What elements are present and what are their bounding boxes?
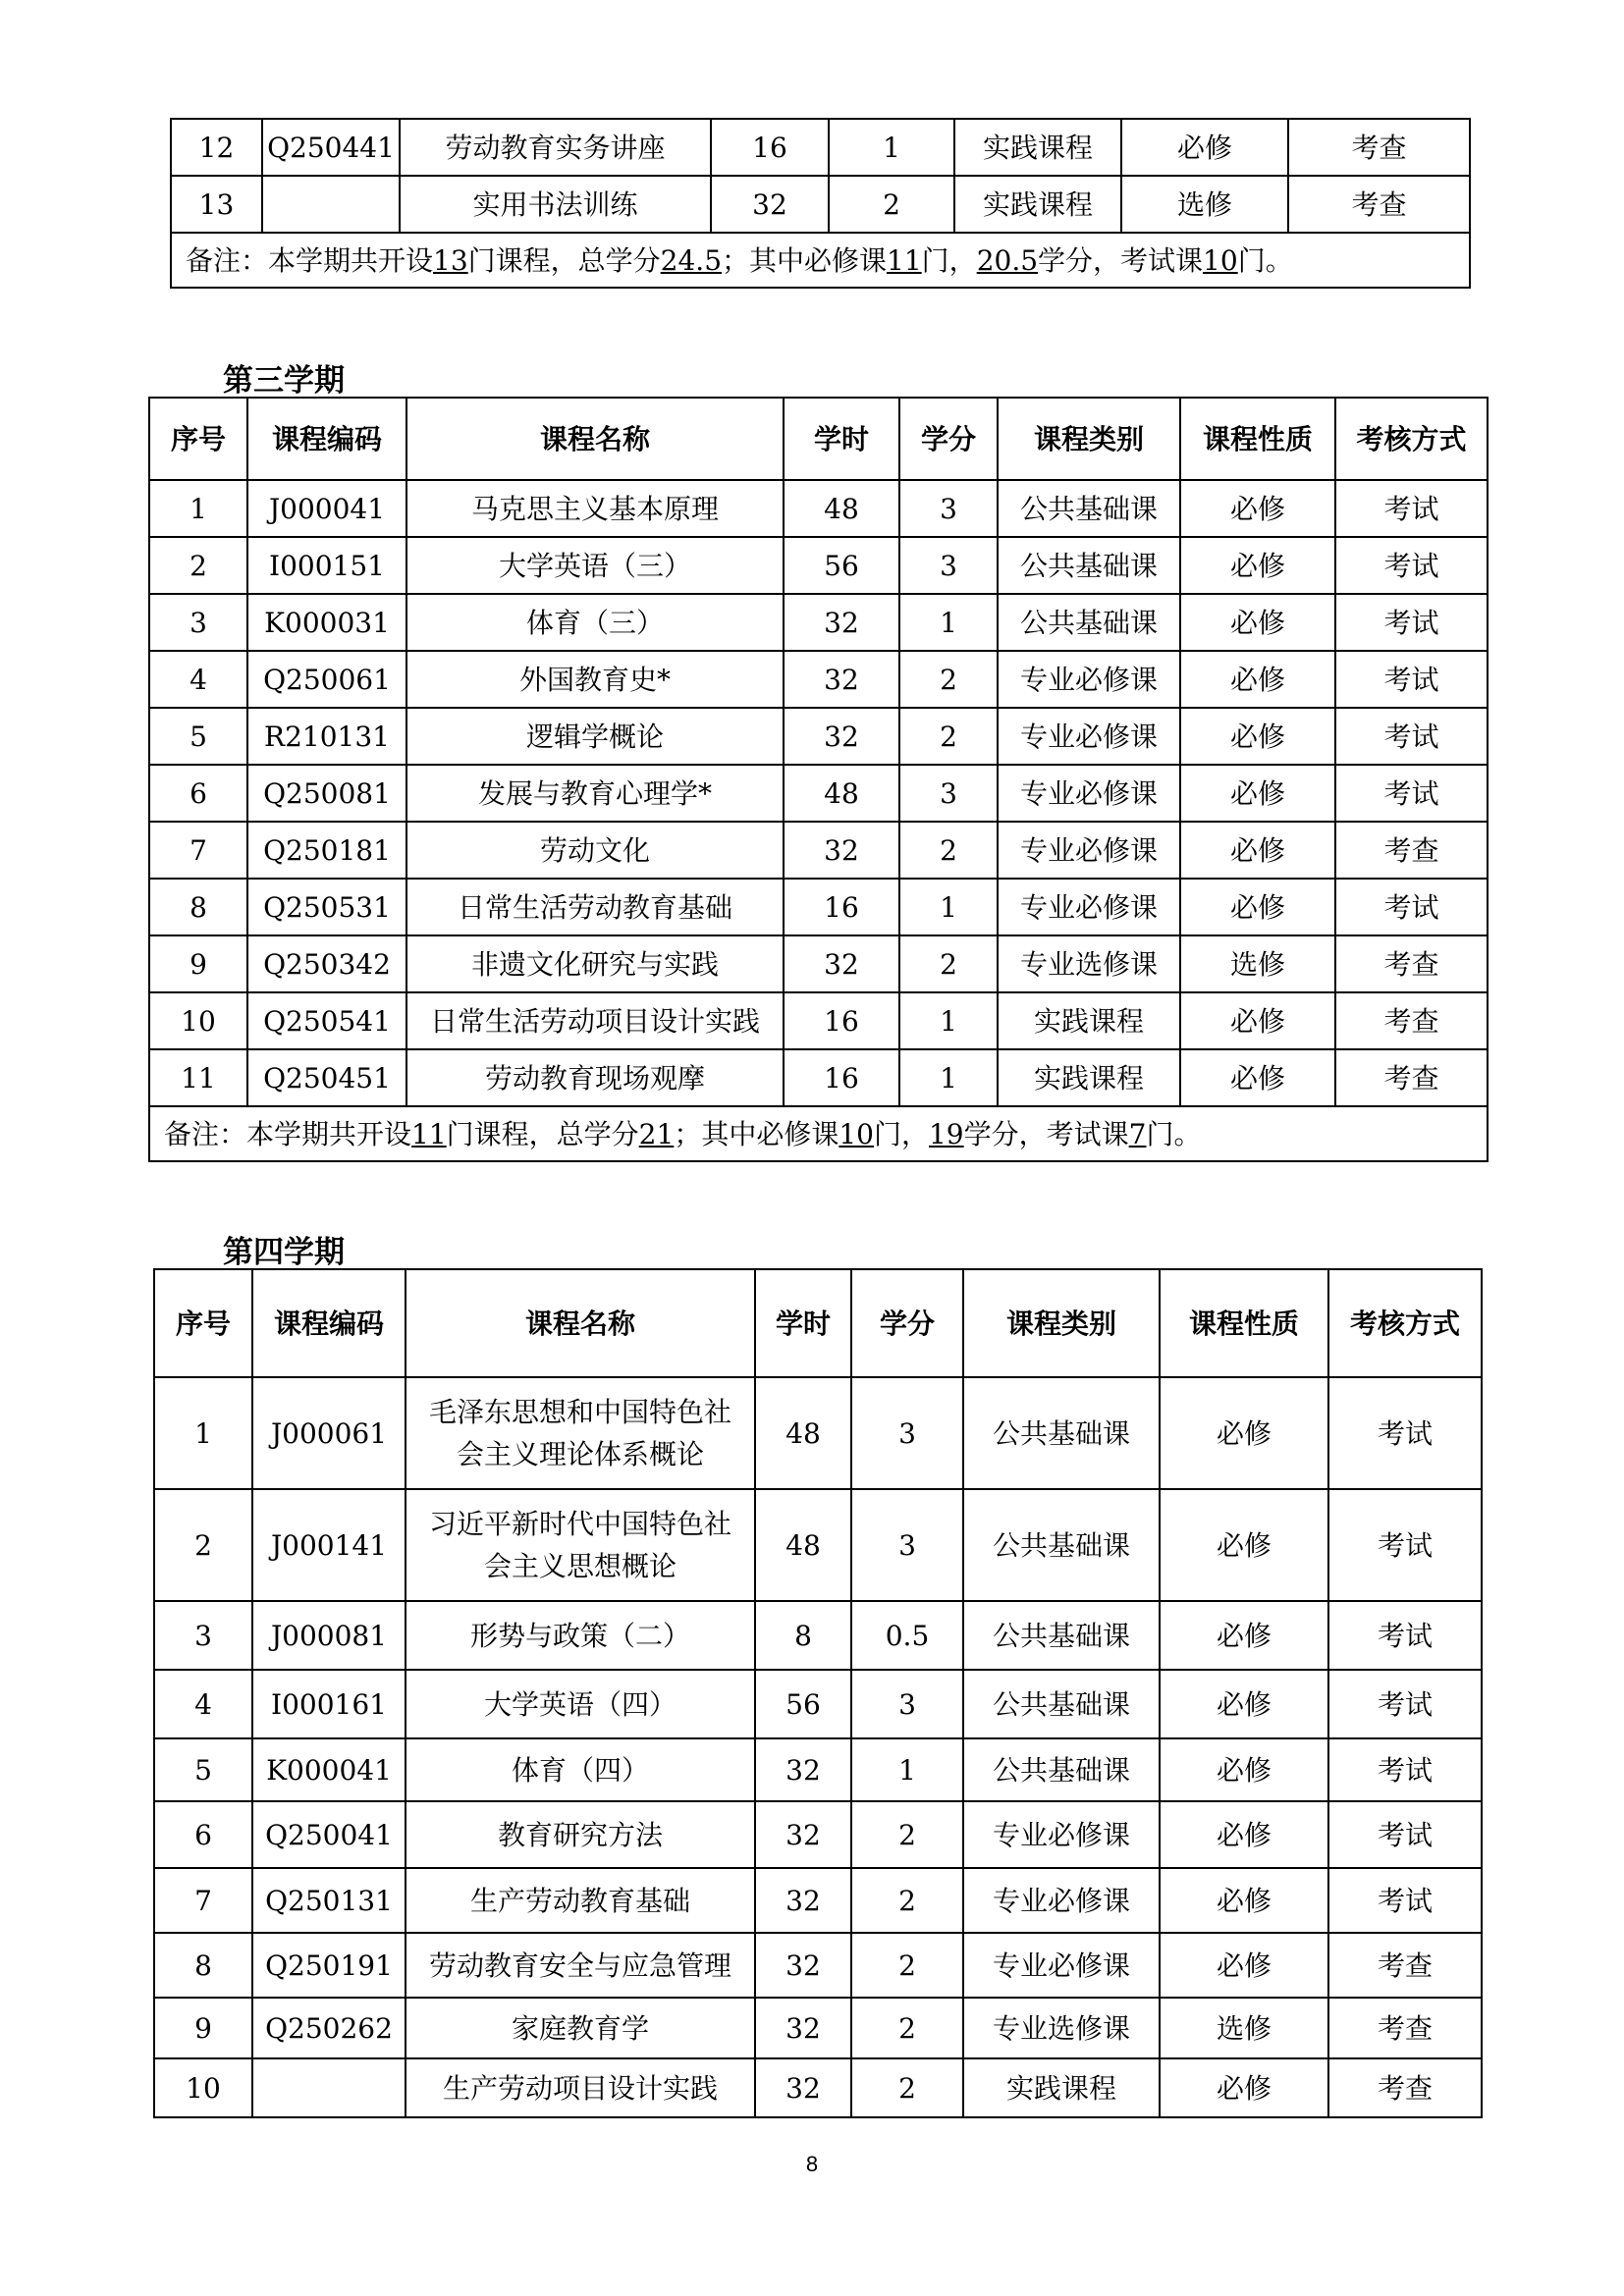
cell-course-category: 公共基础课 — [998, 537, 1180, 594]
table-row — [149, 1049, 1488, 1106]
cell-course-type: 必修 — [1121, 119, 1288, 176]
note-text: 门。 — [1146, 1117, 1202, 1150]
cell-course-code: Q250262 — [252, 1998, 406, 2058]
cell-row-number: 9 — [154, 1998, 252, 2058]
page-number: 8 — [805, 2152, 819, 2176]
cell-course-name: 外国教育史* — [406, 651, 784, 708]
semester2-note — [171, 233, 1470, 288]
cell-course-type: 必修 — [1160, 1933, 1328, 1998]
cell-course-category: 公共基础课 — [998, 594, 1180, 651]
cell-course-credits: 1 — [899, 1049, 998, 1106]
cell-assessment-method: 考试 — [1335, 594, 1488, 651]
table-row — [149, 992, 1488, 1049]
cell-course-category: 专业必修课 — [963, 1933, 1160, 1998]
cell-course-type: 必修 — [1160, 1670, 1328, 1738]
cell-assessment-method: 考试 — [1328, 1489, 1482, 1601]
cell-course-hours: 16 — [784, 1049, 899, 1106]
cell-course-type: 必修 — [1160, 1601, 1328, 1670]
cell-course-hours: 32 — [755, 1868, 851, 1933]
cell-row-number: 9 — [149, 935, 247, 992]
cell-course-category: 专业必修课 — [963, 1801, 1160, 1868]
cell-course-code: Q250531 — [247, 879, 406, 935]
semester3-note — [149, 1106, 1488, 1161]
cell-course-hours: 48 — [784, 480, 899, 537]
cell-course-type: 必修 — [1160, 1489, 1328, 1601]
cell-course-name: 劳动文化 — [406, 822, 784, 879]
cell-course-name: 生产劳动项目设计实践 — [406, 2058, 755, 2117]
cell-course-code: Q250041 — [252, 1801, 406, 1868]
cell-course-name: 劳动教育现场观摩 — [406, 1049, 784, 1106]
cell-course-code: I000161 — [252, 1670, 406, 1738]
semester2-table — [170, 118, 1471, 289]
note-exam-count: 7 — [1128, 1117, 1147, 1150]
note-text: 门课程，总学分 — [446, 1117, 639, 1150]
header-course-credits: 学分 — [899, 398, 998, 480]
cell-course-type: 必修 — [1160, 2058, 1328, 2117]
cell-course-category: 公共基础课 — [963, 1377, 1160, 1489]
note-course-count: 13 — [433, 243, 468, 277]
cell-course-code: Q250181 — [247, 822, 406, 879]
cell-course-hours: 48 — [755, 1377, 851, 1489]
cell-course-name: 教育研究方法 — [406, 1801, 755, 1868]
cell-course-code: K000041 — [252, 1738, 406, 1801]
cell-row-number: 3 — [154, 1601, 252, 1670]
header-course-hours: 学时 — [755, 1269, 851, 1377]
note-text: 门。 — [1237, 243, 1293, 277]
cell-course-category: 实践课程 — [998, 992, 1180, 1049]
table-row — [149, 822, 1488, 879]
cell-course-code: Q250061 — [247, 651, 406, 708]
table-row — [149, 935, 1488, 992]
note-total-credits: 24.5 — [660, 243, 723, 277]
table-row — [149, 879, 1488, 935]
table-row — [154, 1489, 1482, 1601]
cell-course-hours: 32 — [755, 1933, 851, 1998]
cell-course-name: 形势与政策（二） — [406, 1601, 755, 1670]
cell-assessment-method: 考查 — [1335, 935, 1488, 992]
cell-course-hours: 16 — [711, 119, 829, 176]
cell-course-type: 必修 — [1180, 1049, 1335, 1106]
note-text: 备注：本学期共开设 — [164, 1117, 412, 1150]
note-required-credits: 19 — [928, 1117, 964, 1150]
cell-course-hours: 32 — [784, 594, 899, 651]
cell-course-name: 大学英语（三） — [406, 537, 784, 594]
cell-row-number: 1 — [149, 480, 247, 537]
note-text: 门， — [873, 1117, 929, 1150]
cell-course-category: 公共基础课 — [963, 1489, 1160, 1601]
cell-course-name: 家庭教育学 — [406, 1998, 755, 2058]
cell-course-hours: 48 — [755, 1489, 851, 1601]
semester2-body — [171, 119, 1470, 233]
table-row — [149, 480, 1488, 537]
cell-course-name: 体育（四） — [406, 1738, 755, 1801]
cell-row-number: 1 — [154, 1377, 252, 1489]
cell-course-category: 专业选修课 — [963, 1998, 1160, 2058]
table-row — [149, 651, 1488, 708]
note-text: 门课程，总学分 — [467, 243, 661, 277]
cell-course-name: 日常生活劳动教育基础 — [406, 879, 784, 935]
cell-course-name: 毛泽东思想和中国特色社会主义理论体系概论 — [406, 1377, 755, 1489]
cell-course-hours: 32 — [784, 708, 899, 765]
cell-course-code: K000031 — [247, 594, 406, 651]
cell-row-number: 6 — [149, 765, 247, 822]
cell-assessment-method: 考试 — [1335, 879, 1488, 935]
cell-course-credits: 2 — [851, 1998, 963, 2058]
cell-course-name: 非遗文化研究与实践 — [406, 935, 784, 992]
table-row — [154, 1377, 1482, 1489]
cell-course-hours: 32 — [755, 2058, 851, 2117]
cell-row-number: 7 — [149, 822, 247, 879]
cell-course-code: I000151 — [247, 537, 406, 594]
cell-row-number: 11 — [149, 1049, 247, 1106]
cell-row-number: 8 — [149, 879, 247, 935]
cell-row-number: 4 — [149, 651, 247, 708]
cell-row-number: 5 — [154, 1738, 252, 1801]
cell-course-credits: 3 — [851, 1377, 963, 1489]
semester4-header-row — [154, 1269, 1482, 1377]
table-row — [154, 1868, 1482, 1933]
cell-course-name: 劳动教育实务讲座 — [400, 119, 711, 176]
cell-course-hours: 32 — [755, 1801, 851, 1868]
cell-course-credits: 2 — [829, 176, 954, 233]
cell-course-credits: 1 — [829, 119, 954, 176]
cell-row-number: 5 — [149, 708, 247, 765]
table-row — [154, 1933, 1482, 1998]
cell-course-code: Q250451 — [247, 1049, 406, 1106]
table-row — [154, 1601, 1482, 1670]
cell-course-category: 实践课程 — [954, 119, 1121, 176]
header-course-code: 课程编码 — [247, 398, 406, 480]
cell-course-credits: 2 — [899, 651, 998, 708]
cell-assessment-method: 考试 — [1328, 1670, 1482, 1738]
cell-course-type: 必修 — [1180, 879, 1335, 935]
cell-assessment-method: 考试 — [1335, 651, 1488, 708]
cell-course-name: 劳动教育安全与应急管理 — [406, 1933, 755, 1998]
cell-course-code: Q250191 — [252, 1933, 406, 1998]
cell-course-code — [262, 176, 400, 233]
semester2-note-row — [171, 233, 1470, 288]
semester3-note-row — [149, 1106, 1488, 1161]
cell-course-credits: 2 — [899, 708, 998, 765]
cell-row-number: 6 — [154, 1801, 252, 1868]
note-course-count: 11 — [411, 1117, 447, 1150]
cell-course-name: 习近平新时代中国特色社会主义思想概论 — [406, 1489, 755, 1601]
cell-course-credits: 3 — [899, 537, 998, 594]
cell-course-category: 实践课程 — [998, 1049, 1180, 1106]
cell-course-name: 马克思主义基本原理 — [406, 480, 784, 537]
cell-row-number: 4 — [154, 1670, 252, 1738]
note-exam-count: 10 — [1203, 243, 1238, 277]
header-course-type: 课程性质 — [1160, 1269, 1328, 1377]
cell-course-hours: 16 — [784, 992, 899, 1049]
cell-assessment-method: 考试 — [1335, 537, 1488, 594]
cell-course-code: J000081 — [252, 1601, 406, 1670]
cell-row-number: 8 — [154, 1933, 252, 1998]
header-assessment-method: 考核方式 — [1328, 1269, 1482, 1377]
cell-course-hours: 48 — [784, 765, 899, 822]
cell-assessment-method: 考查 — [1335, 822, 1488, 879]
cell-course-name: 日常生活劳动项目设计实践 — [406, 992, 784, 1049]
cell-row-number: 2 — [154, 1489, 252, 1601]
cell-course-type: 必修 — [1160, 1377, 1328, 1489]
cell-course-category: 实践课程 — [954, 176, 1121, 233]
cell-course-type: 必修 — [1160, 1738, 1328, 1801]
cell-assessment-method: 考查 — [1335, 1049, 1488, 1106]
cell-course-credits: 3 — [851, 1489, 963, 1601]
semester3-title: 第三学期 — [223, 363, 345, 399]
cell-course-hours: 32 — [784, 935, 899, 992]
cell-course-name: 大学英语（四） — [406, 1670, 755, 1738]
header-course-category: 课程类别 — [963, 1269, 1160, 1377]
cell-course-type: 必修 — [1180, 594, 1335, 651]
cell-course-credits: 1 — [899, 992, 998, 1049]
cell-course-credits: 2 — [899, 822, 998, 879]
cell-course-code — [252, 2058, 406, 2117]
cell-assessment-method: 考查 — [1328, 2058, 1482, 2117]
cell-assessment-method: 考试 — [1335, 480, 1488, 537]
cell-course-credits: 1 — [851, 1738, 963, 1801]
header-course-credits: 学分 — [851, 1269, 963, 1377]
cell-course-category: 专业必修课 — [998, 822, 1180, 879]
cell-row-number: 3 — [149, 594, 247, 651]
note-text: 学分，考试课 — [1038, 243, 1204, 277]
cell-course-code: R210131 — [247, 708, 406, 765]
cell-assessment-method: 考试 — [1328, 1868, 1482, 1933]
note-text: ；其中必修课 — [674, 1117, 839, 1150]
cell-course-code: J000041 — [247, 480, 406, 537]
cell-course-code: Q250342 — [247, 935, 406, 992]
note-text: 门， — [921, 243, 977, 277]
cell-assessment-method: 考试 — [1328, 1601, 1482, 1670]
cell-course-hours: 56 — [755, 1670, 851, 1738]
cell-course-type: 必修 — [1180, 537, 1335, 594]
cell-course-type: 选修 — [1180, 935, 1335, 992]
cell-course-category: 公共基础课 — [998, 480, 1180, 537]
table-row — [149, 594, 1488, 651]
cell-course-category: 专业必修课 — [998, 765, 1180, 822]
cell-assessment-method: 考查 — [1288, 176, 1470, 233]
header-course-code: 课程编码 — [252, 1269, 406, 1377]
cell-course-type: 必修 — [1180, 651, 1335, 708]
cell-course-type: 必修 — [1160, 1801, 1328, 1868]
table-row — [154, 1801, 1482, 1868]
semester4-body — [154, 1377, 1482, 2117]
cell-course-hours: 16 — [784, 879, 899, 935]
table-row — [154, 1670, 1482, 1738]
cell-course-type: 选修 — [1121, 176, 1288, 233]
cell-course-category: 实践课程 — [963, 2058, 1160, 2117]
cell-assessment-method: 考试 — [1335, 708, 1488, 765]
cell-course-credits: 3 — [899, 765, 998, 822]
cell-course-type: 选修 — [1160, 1998, 1328, 2058]
header-row-number: 序号 — [154, 1269, 252, 1377]
cell-course-credits: 1 — [899, 594, 998, 651]
cell-course-category: 专业必修课 — [998, 651, 1180, 708]
semester4-table — [153, 1268, 1483, 2118]
header-row-number: 序号 — [149, 398, 247, 480]
cell-row-number: 10 — [149, 992, 247, 1049]
cell-course-credits: 3 — [899, 480, 998, 537]
cell-course-type: 必修 — [1160, 1868, 1328, 1933]
cell-assessment-method: 考试 — [1328, 1801, 1482, 1868]
note-text: ；其中必修课 — [722, 243, 888, 277]
cell-course-hours: 32 — [755, 1998, 851, 2058]
cell-course-credits: 2 — [851, 2058, 963, 2117]
cell-assessment-method: 考查 — [1335, 992, 1488, 1049]
cell-assessment-method: 考试 — [1328, 1738, 1482, 1801]
semester4-title: 第四学期 — [223, 1235, 345, 1270]
cell-course-hours: 56 — [784, 537, 899, 594]
cell-course-name: 体育（三） — [406, 594, 784, 651]
note-required-credits: 20.5 — [976, 243, 1039, 277]
header-assessment-method: 考核方式 — [1335, 398, 1488, 480]
note-text: 备注：本学期共开设 — [186, 243, 434, 277]
cell-course-category: 专业必修课 — [998, 708, 1180, 765]
cell-course-category: 公共基础课 — [963, 1738, 1160, 1801]
header-course-name: 课程名称 — [406, 398, 784, 480]
cell-assessment-method: 考查 — [1328, 1998, 1482, 2058]
cell-row-number: 7 — [154, 1868, 252, 1933]
cell-course-category: 专业必修课 — [998, 879, 1180, 935]
cell-course-hours: 32 — [755, 1738, 851, 1801]
table-row — [149, 537, 1488, 594]
cell-course-credits: 3 — [851, 1670, 963, 1738]
cell-course-credits: 2 — [851, 1801, 963, 1868]
cell-course-code: Q250081 — [247, 765, 406, 822]
cell-course-name: 实用书法训练 — [400, 176, 711, 233]
header-course-hours: 学时 — [784, 398, 899, 480]
cell-course-category: 公共基础课 — [963, 1601, 1160, 1670]
cell-course-hours: 32 — [784, 822, 899, 879]
header-course-name: 课程名称 — [406, 1269, 755, 1377]
table-row — [171, 176, 1470, 233]
cell-row-number: 12 — [171, 119, 262, 176]
cell-assessment-method: 考试 — [1328, 1377, 1482, 1489]
note-text: 学分，考试课 — [963, 1117, 1129, 1150]
cell-course-type: 必修 — [1180, 822, 1335, 879]
table-row — [149, 708, 1488, 765]
cell-course-type: 必修 — [1180, 708, 1335, 765]
semester3-body — [149, 480, 1488, 1106]
cell-course-hours: 32 — [711, 176, 829, 233]
cell-course-type: 必修 — [1180, 765, 1335, 822]
cell-course-credits: 2 — [851, 1868, 963, 1933]
cell-course-category: 专业选修课 — [998, 935, 1180, 992]
table-row — [171, 119, 1470, 176]
cell-course-name: 发展与教育心理学* — [406, 765, 784, 822]
cell-course-code: J000141 — [252, 1489, 406, 1601]
cell-course-name: 生产劳动教育基础 — [406, 1868, 755, 1933]
cell-course-code: Q250131 — [252, 1868, 406, 1933]
cell-course-category: 专业必修课 — [963, 1868, 1160, 1933]
cell-course-type: 必修 — [1180, 480, 1335, 537]
cell-row-number: 10 — [154, 2058, 252, 2117]
cell-course-hours: 8 — [755, 1601, 851, 1670]
header-course-type: 课程性质 — [1180, 398, 1335, 480]
cell-assessment-method: 考查 — [1288, 119, 1470, 176]
cell-course-category: 公共基础课 — [963, 1670, 1160, 1738]
cell-row-number: 13 — [171, 176, 262, 233]
table-row — [154, 2058, 1482, 2117]
cell-assessment-method: 考查 — [1328, 1933, 1482, 1998]
cell-course-code: Q250541 — [247, 992, 406, 1049]
cell-course-credits: 2 — [851, 1933, 963, 1998]
table-row — [154, 1998, 1482, 2058]
cell-course-name: 逻辑学概论 — [406, 708, 784, 765]
semester3-table — [148, 397, 1489, 1162]
note-required-count: 10 — [839, 1117, 874, 1150]
cell-course-credits: 1 — [899, 879, 998, 935]
cell-course-credits: 0.5 — [851, 1601, 963, 1670]
cell-row-number: 2 — [149, 537, 247, 594]
table-row — [149, 765, 1488, 822]
semester3-header-row — [149, 398, 1488, 480]
note-required-count: 11 — [887, 243, 922, 277]
note-total-credits: 21 — [638, 1117, 675, 1150]
cell-course-hours: 32 — [784, 651, 899, 708]
cell-course-type: 必修 — [1180, 992, 1335, 1049]
table-row — [154, 1738, 1482, 1801]
cell-assessment-method: 考试 — [1335, 765, 1488, 822]
cell-course-code: J000061 — [252, 1377, 406, 1489]
header-course-category: 课程类别 — [998, 398, 1180, 480]
cell-course-code: Q250441 — [262, 119, 400, 176]
cell-course-credits: 2 — [899, 935, 998, 992]
